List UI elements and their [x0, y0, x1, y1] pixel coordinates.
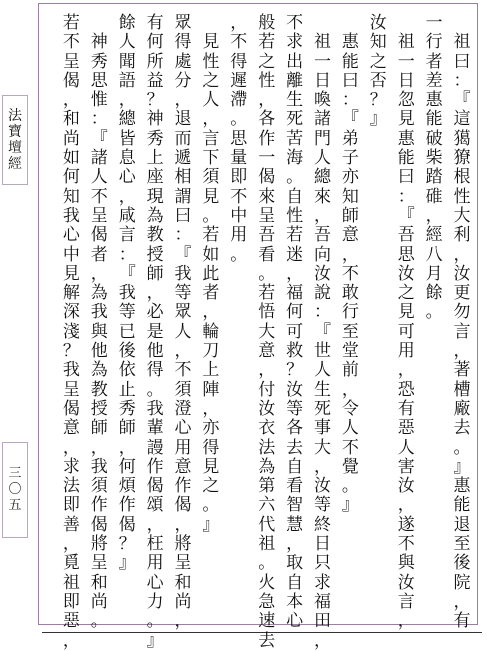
text-column: ， 不 得 遲 滯 。 思 量 即 不 中 用 。 [230, 13, 248, 265]
text-column: 惠 能 曰 ： 『 弟 子 亦 知 師 意 ， 不 敢 行 至 堂 前 ， 令 人 不 覺 。 』 [341, 32, 359, 516]
text-column: 神 秀 思 惟 ： 『 諸 人 不 呈 偈 者 ， 為 我 與 他 為 教 授 師 ， 我 須 作 偈 將 呈 和 尚 。 [90, 32, 108, 632]
text-column: 眾 得 處 分 ， 退 而 遞 相 謂 曰 ： 『 我 等 眾 人 ， 不 須 澄 心 用 意 作 偈 ， 將 呈 和 尚 ， [174, 13, 192, 632]
text-column: 一 行 者 差 惠 能 破 柴 踏 碓 ， 經 八 月 餘 。 [425, 13, 443, 323]
page-number: 三 〇 五 [8, 466, 22, 513]
text-column: 有 何 所 益 ？ 神 秀 上 座 現 為 教 授 師 ， 必 是 他 得 。 我 輩 謾 作 偈 頌 ， 枉 用 心 力 。 』 [146, 13, 164, 651]
text-column: 若 不 呈 偈 ， 和 尚 如 何 知 我 心 中 見 解 深 淺 ？ 我 呈 偈 意 ， 求 法 即 善 ， 覓 祖 即 惡 ， [62, 13, 80, 651]
text-column: 見 性 之 人 ， 言 下 須 見 。 若 如 此 者 ， 輪 刀 上 陣 ， 亦 得 見 之 。 』 [202, 32, 220, 535]
sutra-title-box [2, 95, 28, 185]
text-column: 不 求 出 離 生 死 苦 海 。 自 性 若 迷 ， 福 何 可 救 ？ 汝 等 各 去 自 看 智 慧 ， 取 自 本 心 [286, 13, 304, 632]
text-column: 餘 人 聞 語 ， 總 皆 息 心 ， 咸 言 ： 『 我 等 已 後 依 止 秀 師 ， 何 煩 作 偈 ？ 』 [118, 13, 136, 574]
text-column: 汝 知 之 否 ？ 』 [369, 13, 387, 130]
text-column: 般 若 之 性 ， 各 作 一 偈 來 呈 吾 看 。 若 悟 大 意 ， 付 汝 衣 法 為 第 六 代 祖 。 火 急 速 去 [258, 13, 276, 651]
text-column: 祖 一 日 喚 諸 門 人 總 來 ， 吾 向 汝 說 ： 『 世 人 生 死 事 大 ， 汝 等 終 日 只 求 福 田 ， [314, 32, 331, 651]
text-column: 祖 一 日 忽 見 惠 能 曰 ： 『 吾 思 汝 之 見 可 用 ， 恐 有 惡 人 害 汝 ， 遂 不 與 汝 言 ， [397, 32, 415, 632]
sutra-title: 法 寶 壇 經 [8, 108, 22, 172]
text-column: 祖 曰 ： 『 這 獦 獠 根 性 大 利 ， 汝 更 勿 言 ， 著 槽 廠 去 。 』 惠 能 退 至 後 院 ， 有 [453, 32, 471, 632]
page-number-box [2, 442, 28, 538]
